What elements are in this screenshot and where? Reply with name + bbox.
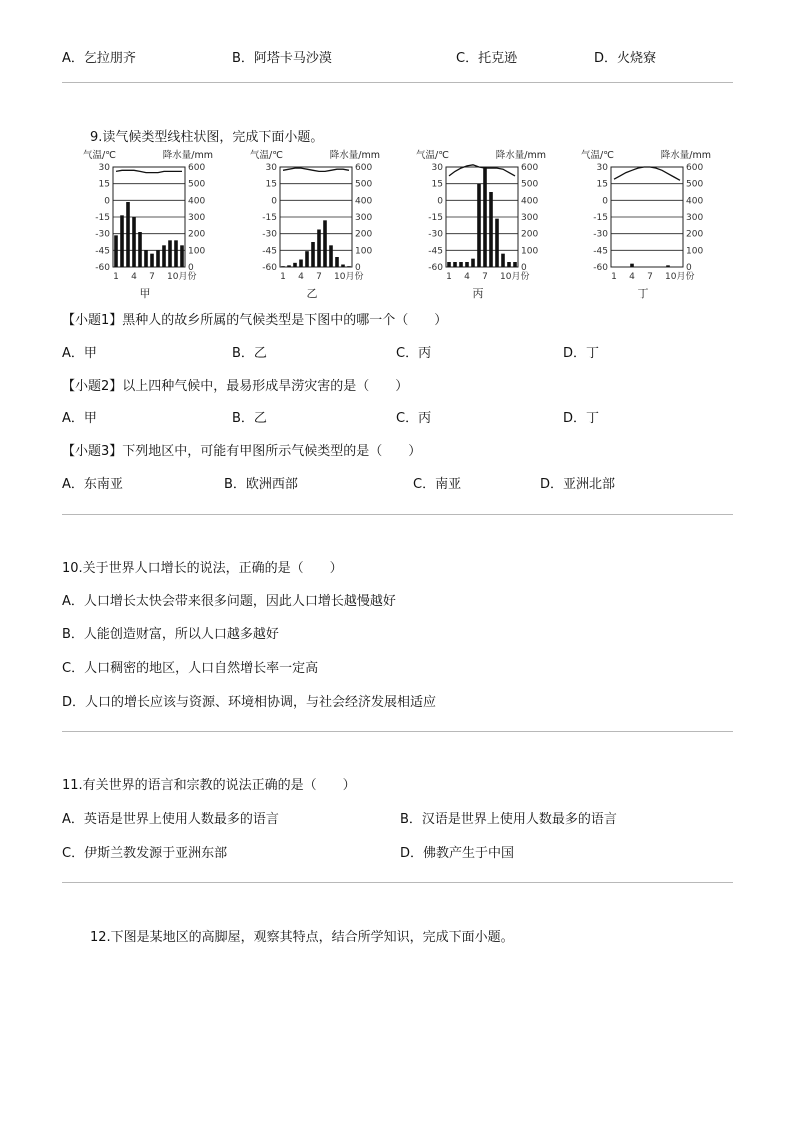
precip-bar <box>180 245 184 267</box>
precip-tick-label: 200 <box>686 229 704 240</box>
precip-tick-label: 400 <box>355 196 373 207</box>
q9-sub2-option-a[interactable]: A．甲 <box>62 411 97 426</box>
precip-bar <box>168 240 172 267</box>
month-tick-label: 10月份 <box>334 272 364 282</box>
precip-tick-label: 0 <box>521 263 527 273</box>
q10-option-a[interactable]: A．人口增长太快会带来很多问题，因此人口增长越慢越好 <box>62 594 396 609</box>
precip-axis-title: 降水量/mm <box>495 150 546 161</box>
precip-bar <box>144 250 148 267</box>
precip-tick-label: 600 <box>521 163 539 173</box>
temp-tick-label: -30 <box>262 229 277 240</box>
q8-option-b[interactable]: B．阿塔卡马沙漠 <box>232 51 332 66</box>
month-tick-label: 1 <box>113 272 119 282</box>
q9-sub3-option-c[interactable]: C．南亚 <box>413 477 462 492</box>
chart-title: 甲 <box>139 287 151 300</box>
temp-tick-label: 30 <box>431 163 443 173</box>
precip-tick-label: 300 <box>355 213 373 223</box>
q11-option-a[interactable]: A．英语是世界上使用人数最多的语言 <box>62 812 279 827</box>
precip-bar <box>114 235 118 267</box>
precip-axis-title: 降水量/mm <box>162 150 213 161</box>
divider <box>62 514 733 515</box>
precip-tick-label: 500 <box>188 179 206 190</box>
precip-tick-label: 0 <box>686 263 692 273</box>
precip-axis-title: 降水量/mm <box>329 150 380 161</box>
temp-axis-title: 气温/℃ <box>416 150 449 161</box>
precip-bar <box>293 263 297 267</box>
precip-tick-label: 100 <box>355 246 373 257</box>
precip-tick-label: 200 <box>188 229 206 240</box>
q8-option-d[interactable]: D．火烧寮 <box>594 51 657 66</box>
temp-tick-label: -45 <box>95 246 110 257</box>
q9-sub2-option-c[interactable]: C．丙 <box>396 411 432 426</box>
q10-option-c[interactable]: C．人口稠密的地区，人口自然增长率一定高 <box>62 661 319 676</box>
temp-axis-title: 气温/℃ <box>250 150 283 161</box>
temp-tick-label: -15 <box>428 213 443 223</box>
month-tick-label: 7 <box>149 272 155 282</box>
month-tick-label: 10月份 <box>665 272 695 282</box>
chart-yi <box>250 149 380 300</box>
divider <box>62 882 733 883</box>
q9-sub2-option-d[interactable]: D．丁 <box>563 411 600 426</box>
precip-bar <box>162 245 166 267</box>
precip-bar <box>138 232 142 267</box>
month-tick-label: 1 <box>280 272 286 282</box>
precip-bar <box>471 259 475 267</box>
precip-bar <box>447 262 451 267</box>
precip-bar <box>156 250 160 267</box>
month-tick-label: 7 <box>647 272 653 282</box>
temp-tick-label: -30 <box>428 229 443 240</box>
chart-title: 丁 <box>637 287 649 300</box>
precip-bar <box>630 264 634 267</box>
q9-sub1-option-b[interactable]: B．乙 <box>232 346 267 361</box>
month-tick-label: 4 <box>298 272 304 282</box>
month-tick-label: 10月份 <box>167 272 197 282</box>
temp-tick-label: 15 <box>596 179 608 190</box>
precip-bar <box>459 262 463 267</box>
temp-tick-label: 15 <box>265 179 277 190</box>
temp-tick-label: 30 <box>98 163 110 173</box>
temp-tick-label: -15 <box>593 213 608 223</box>
precip-tick-label: 600 <box>686 163 704 173</box>
q9-sub3-option-d[interactable]: D．亚洲北部 <box>540 477 616 492</box>
temp-tick-label: 30 <box>265 163 277 173</box>
q9-sub3-option-b[interactable]: B．欧洲西部 <box>224 477 298 492</box>
precip-bar <box>507 262 511 267</box>
precip-tick-label: 400 <box>188 196 206 207</box>
precip-bar <box>126 202 130 267</box>
precip-tick-label: 100 <box>521 246 539 257</box>
q11-option-c[interactable]: C．伊斯兰教发源于亚洲东部 <box>62 846 228 861</box>
temperature-line <box>116 170 182 172</box>
precip-tick-label: 400 <box>686 196 704 207</box>
temp-tick-label: -60 <box>262 263 277 273</box>
precip-bar <box>174 240 178 267</box>
precip-bar <box>311 242 315 267</box>
precip-bar <box>341 265 345 268</box>
temp-axis-title: 气温/℃ <box>83 150 116 161</box>
precip-tick-label: 200 <box>521 229 539 240</box>
chart-bing <box>416 149 546 300</box>
precip-tick-label: 300 <box>686 213 704 223</box>
precip-tick-label: 600 <box>188 163 206 173</box>
precip-tick-label: 0 <box>188 263 194 273</box>
temp-tick-label: 0 <box>104 196 110 207</box>
month-tick-label: 7 <box>482 272 488 282</box>
precip-tick-label: 500 <box>355 179 373 190</box>
q8-option-c[interactable]: C．托克逊 <box>456 51 518 66</box>
q9-stem: 9.读气候类型线柱状图，完成下面小题。 <box>90 130 324 145</box>
precip-bar <box>317 230 321 268</box>
q11-option-d[interactable]: D．佛教产生于中国 <box>400 846 515 861</box>
precip-bar <box>132 217 136 267</box>
month-tick-label: 4 <box>131 272 137 282</box>
precip-bar <box>477 184 481 267</box>
precip-tick-label: 500 <box>521 179 539 190</box>
q9-sub2-stem: 【小题2】以上四种气候中，最易形成旱涝灾害的是（ ） <box>62 379 409 394</box>
q11-option-b[interactable]: B．汉语是世界上使用人数最多的语言 <box>400 812 617 827</box>
temp-tick-label: -15 <box>95 213 110 223</box>
temp-tick-label: -45 <box>593 246 608 257</box>
temperature-line <box>614 167 680 180</box>
precip-bar <box>495 219 499 267</box>
temp-tick-label: -30 <box>593 229 608 240</box>
chart-title: 乙 <box>306 287 318 300</box>
temp-tick-label: -60 <box>428 263 443 273</box>
month-tick-label: 7 <box>316 272 322 282</box>
temp-tick-label: 0 <box>602 196 608 207</box>
chart-jia <box>83 149 213 300</box>
month-tick-label: 4 <box>464 272 470 282</box>
precip-bar <box>453 262 457 267</box>
q9-sub3-stem: 【小题3】下列地区中，可能有甲图所示气候类型的是（ ） <box>62 444 422 459</box>
q9-sub1-option-a[interactable]: A．甲 <box>62 346 97 361</box>
precip-bar <box>281 266 285 267</box>
temp-axis-title: 气温/℃ <box>581 150 614 161</box>
temp-tick-label: 15 <box>431 179 443 190</box>
q9-sub2-option-b[interactable]: B．乙 <box>232 411 267 426</box>
precip-tick-label: 100 <box>686 246 704 257</box>
temp-tick-label: 0 <box>271 196 277 207</box>
precip-tick-label: 400 <box>521 196 539 207</box>
q10-option-d[interactable]: D．人口的增长应该与资源、环境相协调，与社会经济发展相适应 <box>62 695 437 710</box>
precip-bar <box>465 262 469 267</box>
precip-bar <box>513 262 517 267</box>
precip-bar <box>329 245 333 267</box>
precip-bar <box>287 265 291 267</box>
month-tick-label: 4 <box>629 272 635 282</box>
temp-tick-label: -30 <box>95 229 110 240</box>
month-tick-label: 1 <box>446 272 452 282</box>
precip-bar <box>347 266 351 267</box>
precip-tick-label: 300 <box>521 213 539 223</box>
temp-tick-label: -60 <box>593 263 608 273</box>
temp-tick-label: -45 <box>428 246 443 257</box>
chart-ding <box>581 149 711 300</box>
precip-bar <box>150 254 154 267</box>
q11-stem: 11.有关世界的语言和宗教的说法正确的是（ ） <box>62 778 356 793</box>
q12-stem: 12.下图是某地区的高脚屋，观察其特点，结合所学知识，完成下面小题。 <box>90 930 514 945</box>
temp-tick-label: 15 <box>98 179 110 190</box>
q8-option-a[interactable]: A．乞拉朋齐 <box>62 51 136 66</box>
precip-bar <box>323 220 327 267</box>
precip-bar <box>666 265 670 267</box>
q9-sub1-option-d[interactable]: D．丁 <box>563 346 600 361</box>
precip-tick-label: 200 <box>355 229 373 240</box>
chart-title: 丙 <box>472 287 484 300</box>
divider <box>62 731 733 732</box>
precip-bar <box>305 251 309 267</box>
q9-sub1-stem: 【小题1】黑种人的故乡所属的气候类型是下图中的哪一个（ ） <box>62 313 448 328</box>
precip-bar <box>501 254 505 267</box>
q10-option-b[interactable]: B．人能创造财富，所以人口越多越好 <box>62 627 279 642</box>
precip-tick-label: 300 <box>188 213 206 223</box>
temp-tick-label: -60 <box>95 263 110 273</box>
temp-tick-label: -45 <box>262 246 277 257</box>
temperature-line <box>283 168 349 171</box>
precip-tick-label: 0 <box>355 263 361 273</box>
precip-axis-title: 降水量/mm <box>660 150 711 161</box>
climate-charts-svg <box>0 0 794 310</box>
temperature-line <box>449 165 515 176</box>
precip-tick-label: 500 <box>686 179 704 190</box>
month-tick-label: 1 <box>611 272 617 282</box>
precip-bar <box>483 167 487 267</box>
precip-bar <box>120 215 124 267</box>
precip-bar <box>299 260 303 268</box>
temp-tick-label: 30 <box>596 163 608 173</box>
precip-bar <box>335 257 339 267</box>
precip-bar <box>489 192 493 267</box>
q9-sub3-option-a[interactable]: A．东南亚 <box>62 477 123 492</box>
q9-sub1-option-c[interactable]: C．丙 <box>396 346 432 361</box>
q10-stem: 10.关于世界人口增长的说法，正确的是（ ） <box>62 561 343 576</box>
precip-tick-label: 100 <box>188 246 206 257</box>
precip-tick-label: 600 <box>355 163 373 173</box>
temp-tick-label: 0 <box>437 196 443 207</box>
temp-tick-label: -15 <box>262 213 277 223</box>
month-tick-label: 10月份 <box>500 272 530 282</box>
